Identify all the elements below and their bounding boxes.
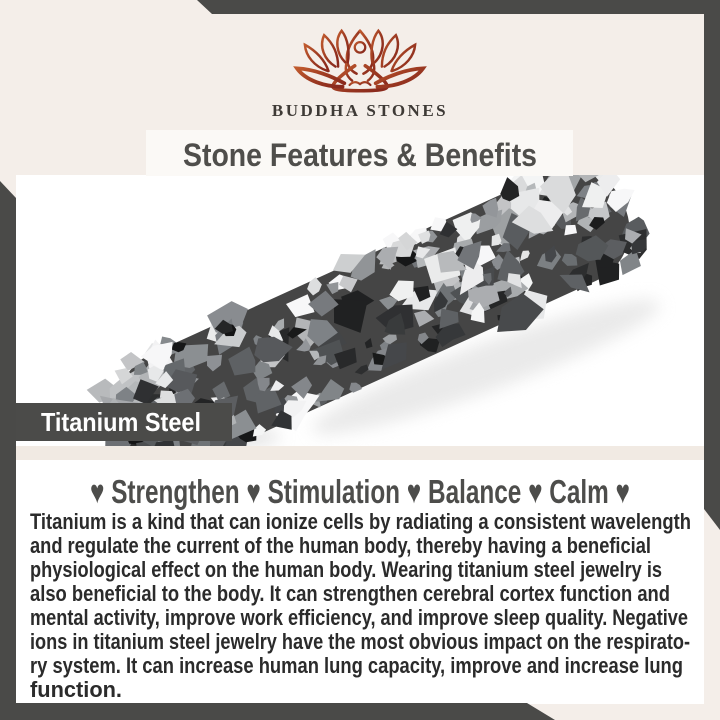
benefits-body-line: ions in titanium steel jewelry have the most obvious impact on the respirato- (30, 629, 690, 654)
lotus-meditation-icon (290, 27, 430, 94)
corner-accent-top (0, 0, 720, 14)
benefits-body-line: ry system. It can increase human lung capacity, improve and increase lung (30, 653, 683, 678)
benefits-body-line: Titanium is a kind that can ionize cells by radiating a consistent wavelength (30, 509, 691, 534)
divider-strip (16, 446, 704, 460)
page-title: Stone Features & Benefits (183, 137, 537, 173)
corner-accent-left (0, 181, 16, 720)
product-label: Titanium Steel (41, 407, 201, 437)
benefits-body-line: mental activity, improve work efficiency, and improve sleep quality. Negative (30, 605, 688, 630)
benefits-heading: ♥ Strengthen ♥ Stimulation ♥ Balance ♥ Calm ♥ (90, 473, 630, 510)
corner-accent-bottom (0, 703, 560, 720)
benefits-body-line: and regulate the current of the human body, thereby having a beneficial (30, 533, 651, 558)
product-label-bar (16, 403, 232, 441)
brand-name: BUDDHA STONES (271, 101, 449, 120)
benefits-body-line: also beneficial to the body. It can strengthen cerebral cortex function and (30, 581, 670, 606)
benefits-body-line: function. (30, 677, 122, 702)
benefits-body-line: physiological effect on the human body. Wearing titanium steel jewelry is (30, 557, 662, 582)
corner-accent-right (704, 0, 720, 530)
title-banner (146, 130, 573, 176)
